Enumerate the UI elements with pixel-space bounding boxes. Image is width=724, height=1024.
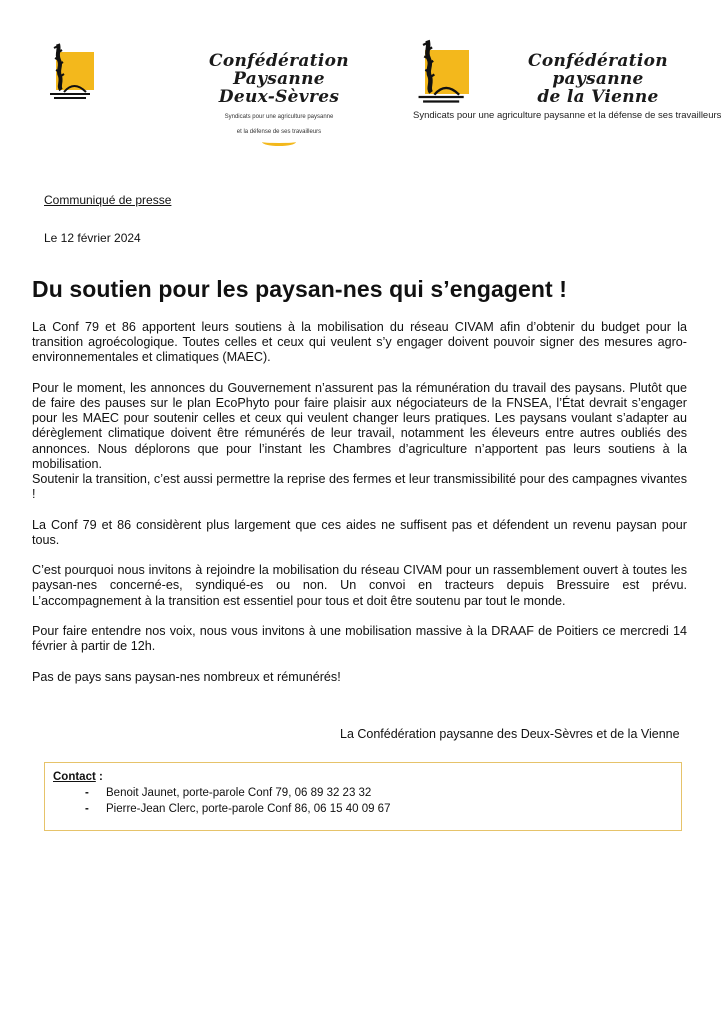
signature: La Confédération paysanne des Deux-Sèvres et de la Vienne bbox=[340, 727, 680, 741]
brand-tagline-line1: Syndicats pour une agriculture paysanne bbox=[224, 114, 334, 120]
sun-wheat-logo-icon bbox=[411, 36, 469, 106]
sun-wheat-logo-icon bbox=[44, 40, 94, 102]
paragraph: Pour le moment, les annonces du Gouvernement n’assurent pas la rémunération du travail des paysans. Plutôt que de faire des pauses sur le plan EcoPhyto pour faire plaisir aux négociateurs de la FNSEA, l’État devrait s’engager pour les MAEC pour soutenir celles et ceux qui veulent changer leurs pratiques. Les paysans voulant s’adapter au dérèglement climatique doivent être rémunérés de leur travail, notamment les éleveurs entre autres oubliés des annonces. Nous déplorons que pour l’instant les Chambres d’agriculture n’apportent pas leurs soutiens à la mobilisation. bbox=[32, 380, 687, 471]
logo-confederation-vienne bbox=[411, 36, 722, 121]
bullet-dash: - bbox=[85, 787, 89, 799]
bullet-dash: - bbox=[85, 803, 89, 815]
release-date: Le 12 février 2024 bbox=[44, 231, 141, 245]
paragraph: C’est pourquoi nous invitons à rejoindre la mobilisation du réseau CIVAM pour un rassemblement ouvert à toutes les paysan-nes concerné-es, syndiqué-es ou non. Un convoi en tracteurs depuis Bressuire est prévu. L’accompagnement à la transition est essentiel pour tous et doit être soutenu par tout le monde. bbox=[32, 563, 687, 608]
brand-title-line2: Deux-Sèvres bbox=[218, 87, 340, 107]
contact-heading bbox=[53, 769, 673, 785]
swoosh-decoration bbox=[262, 138, 296, 146]
list-item bbox=[85, 785, 673, 801]
page-title: Du soutien pour les paysan-nes qui s’engagent ! bbox=[32, 276, 568, 302]
contact-box bbox=[44, 762, 682, 831]
contact-title-suffix: : bbox=[95, 771, 103, 783]
logo-confederation-deux-sevres bbox=[44, 40, 349, 135]
brand-title-line2: de la Vienne bbox=[537, 87, 659, 107]
paragraph: Pour faire entendre nos voix, nous vous invitons à une mobilisation massive à la DRAAF de Poitiers ce mercredi 14 février à partir de 12h. bbox=[32, 624, 687, 654]
paragraph: La Conf 79 et 86 apportent leurs soutiens à la mobilisation du réseau CIVAM afin d’obtenir du budget pour la transition agroécologique. Toutes celles et ceux qui veulent s’y engager doivent pouvoir signer des mesures agro-environnementales et climatiques (MAEC). bbox=[32, 320, 687, 365]
list-item bbox=[85, 801, 673, 817]
press-release-label: Communiqué de presse bbox=[44, 193, 172, 207]
brand-tagline: Syndicats pour une agriculture paysanne et la défense de ses travailleurs bbox=[413, 110, 722, 121]
contact-person: Pierre-Jean Clerc, porte-parole Conf 86, 06 15 40 09 67 bbox=[106, 803, 391, 815]
brand-title-line1: Confédération paysanne bbox=[528, 51, 668, 89]
body-text bbox=[32, 320, 687, 700]
contact-person: Benoit Jaunet, porte-parole Conf 79, 06 89 32 23 32 bbox=[106, 787, 372, 799]
brand-title-line1: Confédération Paysanne bbox=[209, 51, 349, 89]
paragraph: Soutenir la transition, c’est aussi permettre la reprise des fermes et leur transmissibilité pour des campagnes vivantes ! bbox=[32, 472, 687, 502]
paragraph: La Conf 79 et 86 considèrent plus largement que ces aides ne suffisent pas et défendent un revenu paysan pour tous. bbox=[32, 517, 687, 547]
brand-tagline-line2: et la défense de ses travailleurs bbox=[236, 129, 322, 135]
paragraph: Pas de pays sans paysan-nes nombreux et rémunérés! bbox=[32, 669, 341, 684]
contact-list bbox=[53, 785, 673, 817]
contact-title: Contact bbox=[53, 771, 96, 783]
